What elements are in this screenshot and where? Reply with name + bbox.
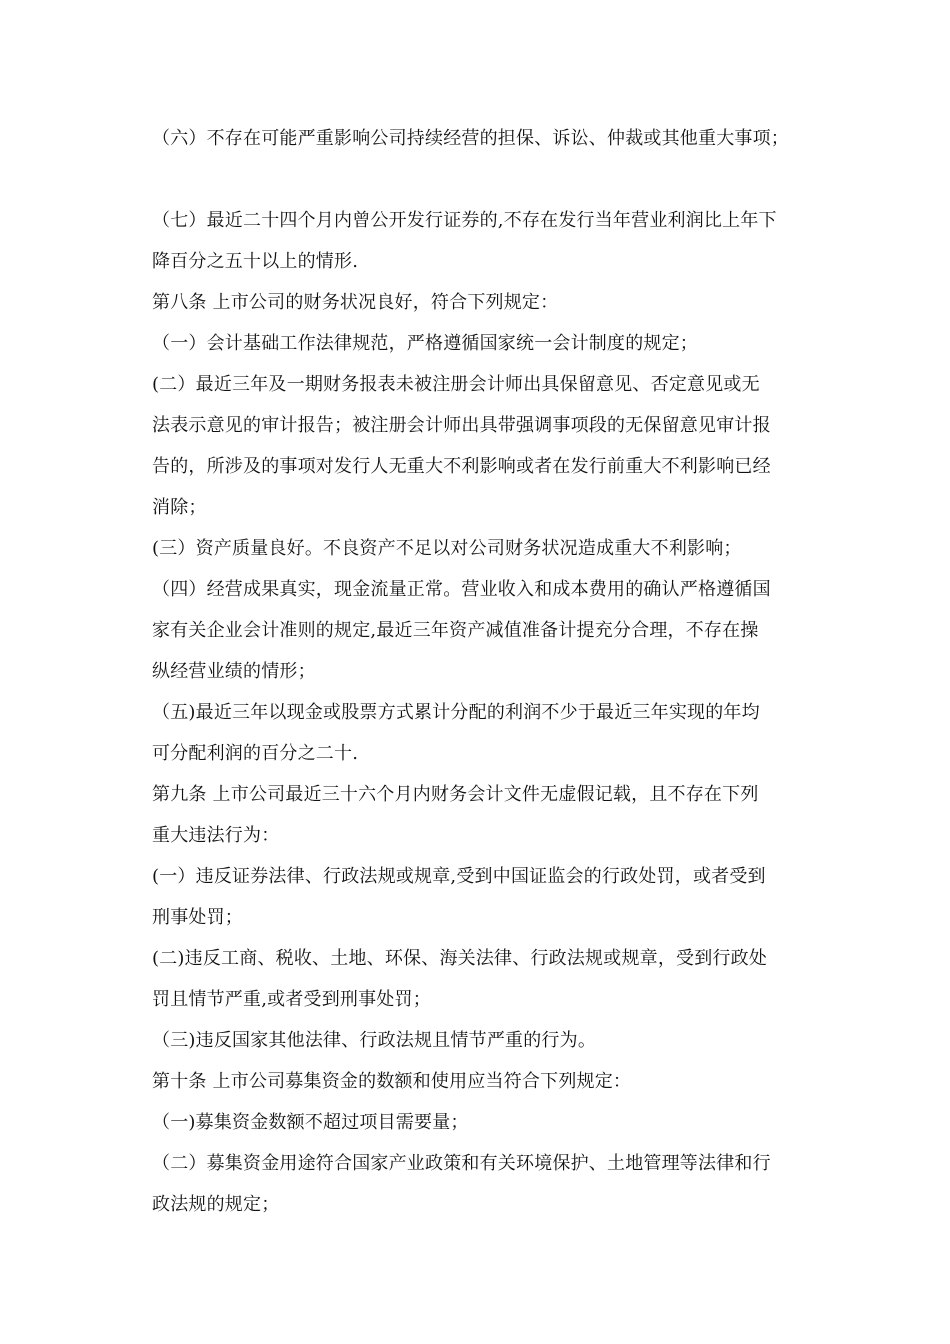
text-line: (三）资产质量良好。不良资产不足以对公司财务状况造成重大不利影响； [152,538,742,559]
text-line: 政法规的规定； [152,1194,280,1215]
text-line: (一）违反证券法律、行政法规或规章,受到中国证监会的行政处罚，或者受到 [152,866,766,887]
text-line: （四）经营成果真实，现金流量正常。营业收入和成本费用的确认严格遵循国 [152,579,771,600]
text-line: 罚且情节严重,或者受到刑事处罚； [152,989,431,1010]
text-line: 纵经营业绩的情形； [152,661,316,682]
article-heading: 第十条 上市公司募集资金的数额和使用应当符合下列规定： [152,1071,632,1092]
text-line: (二)违反工商、税收、土地、环保、海关法律、行政法规或规章，受到行政处 [152,948,768,969]
text-line: （一)募集资金数额不超过项目需要量； [152,1112,469,1133]
text-line: 可分配利润的百分之二十. [152,743,359,764]
text-line: （五)最近三年以现金或股票方式累计分配的利润不少于最近三年实现的年均 [152,702,760,723]
text-line: 家有关企业会计准则的规定,最近三年资产减值准备计提充分合理，不存在操 [152,620,759,641]
text-line: （一）会计基础工作法律规范，严格遵循国家统一会计制度的规定； [152,333,698,354]
text-line: 告的，所涉及的事项对发行人无重大不利影响或者在发行前重大不利影响已经 [152,456,771,477]
text-line: 消除； [152,497,207,518]
text-line: （六）不存在可能严重影响公司持续经营的担保、诉讼、仲裁或其他重大事项； [152,128,789,149]
text-line: 刑事处罚； [152,907,243,928]
text-line: 降百分之五十以上的情形. [152,251,359,272]
article-heading: 第八条 上市公司的财务状况良好，符合下列规定： [152,292,559,313]
text-line: 法表示意见的审计报告；被注册会计师出具带强调事项段的无保留意见审计报 [152,415,771,436]
text-line: (二）最近三年及一期财务报表未被注册会计师出具保留意见、否定意见或无 [152,374,760,395]
text-line: 重大违法行为： [152,825,280,846]
article-heading: 第九条 上市公司最近三十六个月内财务会计文件无虚假记载，且不存在下列 [152,784,759,805]
text-line: （三)违反国家其他法律、行政法规且情节严重的行为。 [152,1030,597,1051]
text-line: （二）募集资金用途符合国家产业政策和有关环境保护、土地管理等法律和行 [152,1153,771,1174]
text-line: （七）最近二十四个月内曾公开发行证券的,不存在发行当年营业利润比上年下 [152,210,777,231]
